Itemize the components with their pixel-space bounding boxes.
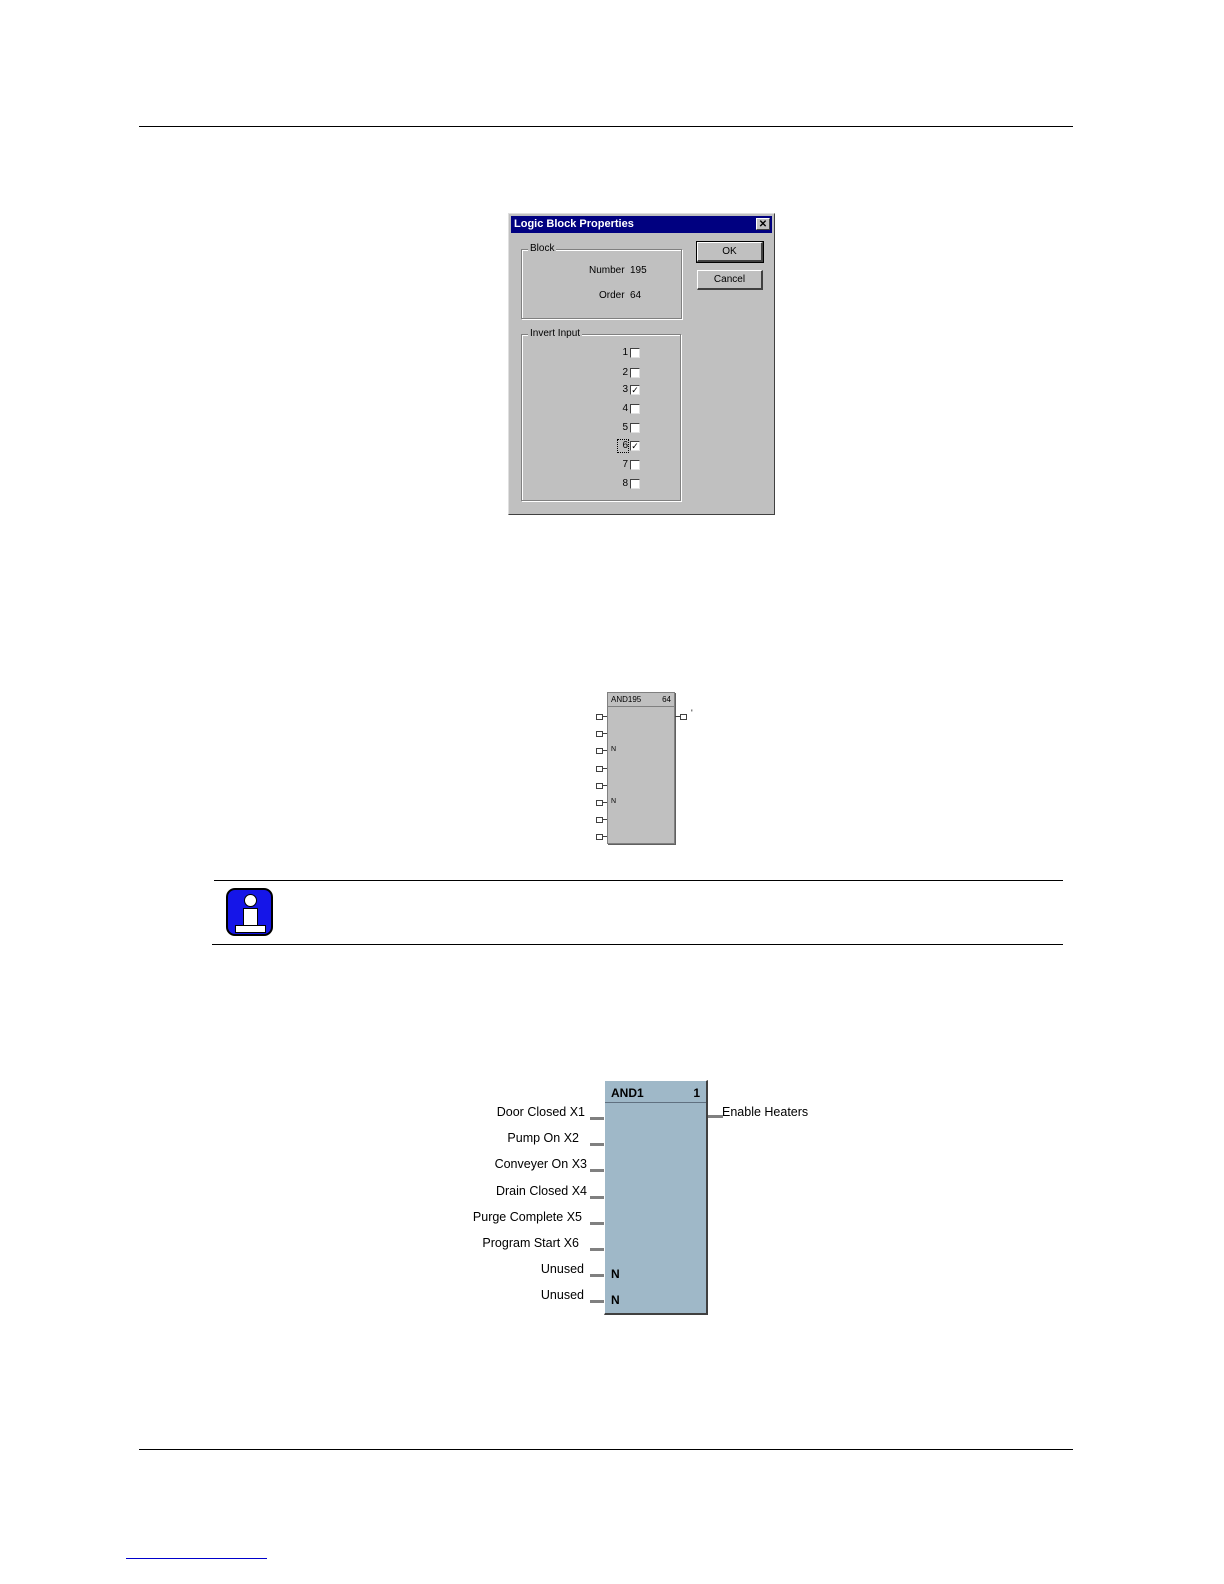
dialog-title: Logic Block Properties — [514, 218, 634, 230]
large-block-input-label: Unused — [540, 1262, 584, 1277]
invert-input-checkbox[interactable] — [630, 479, 640, 489]
invert-input-6[interactable] — [618, 440, 640, 452]
invert-input-2[interactable] — [618, 367, 640, 379]
dialog-titlebar — [511, 216, 772, 233]
number-value: 195 — [630, 265, 647, 276]
invert-input-number: 5 — [622, 422, 628, 433]
close-icon[interactable]: ✕ — [756, 218, 770, 230]
large-block-input-pin — [590, 1117, 605, 1120]
order-value: 64 — [630, 290, 642, 301]
small-block-order: 64 — [662, 695, 671, 704]
large-block-negate-mark: N — [611, 1267, 620, 1282]
invert-input-checkbox[interactable] — [630, 423, 640, 433]
large-block-negate-mark: N — [611, 1293, 620, 1308]
invert-input-4[interactable] — [618, 403, 640, 415]
small-block-negate-mark: N — [611, 798, 617, 805]
cancel-button[interactable]: Cancel — [697, 270, 763, 290]
large-block-input-label: Pump On X2 — [507, 1131, 579, 1146]
large-block-input-pin — [590, 1274, 605, 1277]
invert-input-checkbox[interactable] — [630, 404, 640, 414]
block-group — [521, 243, 682, 319]
ok-button[interactable]: OK — [697, 242, 763, 262]
large-block-input-label: Door Closed X1 — [496, 1105, 585, 1119]
large-block-input-pin — [590, 1143, 605, 1146]
large-block-header — [605, 1081, 706, 1103]
large-and-block — [604, 1080, 708, 1315]
invert-input-checkbox[interactable] — [630, 348, 640, 358]
small-block-name: AND195 — [611, 695, 642, 704]
note-top-rule — [214, 880, 1063, 881]
invert-input-7[interactable] — [618, 459, 640, 471]
invert-input-3[interactable] — [618, 384, 640, 396]
logic-block-properties-dialog — [508, 213, 775, 515]
info-icon — [226, 888, 273, 936]
footer-rule — [139, 1449, 1073, 1450]
large-block-input-label: Unused — [540, 1288, 584, 1303]
invert-input-8[interactable] — [618, 478, 640, 490]
large-block-input-pin — [590, 1169, 605, 1172]
small-block-header — [608, 693, 674, 707]
small-block-output-marker: ' — [691, 708, 693, 718]
footer-link-underline — [126, 1558, 267, 1559]
large-block-output-label: Enable Heaters — [722, 1105, 809, 1119]
invert-input-group-label: Invert Input — [530, 328, 581, 339]
large-block-input-label: Drain Closed X4 — [495, 1183, 587, 1198]
large-block-input-label: Conveyer On X3 — [494, 1157, 587, 1172]
invert-input-number: 8 — [622, 478, 628, 489]
invert-input-number: 1 — [622, 347, 628, 358]
invert-input-number: 4 — [622, 403, 628, 414]
invert-input-number: 7 — [622, 459, 628, 470]
invert-input-checkbox[interactable]: ✓ — [631, 385, 639, 395]
invert-input-checkbox[interactable] — [630, 460, 640, 470]
small-block-output-pin — [675, 714, 691, 719]
number-label: Number — [589, 265, 625, 276]
invert-input-group — [521, 328, 681, 501]
invert-input-number: 6 — [618, 440, 628, 452]
large-block-order: 1 — [693, 1086, 700, 1100]
small-and-block — [607, 692, 675, 844]
header-rule — [139, 126, 1073, 127]
invert-input-5[interactable] — [618, 422, 640, 434]
note-bottom-rule — [212, 944, 1063, 945]
invert-input-checkbox[interactable]: ✓ — [631, 441, 639, 451]
invert-input-1[interactable] — [618, 347, 640, 359]
block-group-label: Block — [530, 243, 555, 254]
large-block-name: AND1 — [611, 1086, 644, 1100]
order-label: Order — [599, 290, 625, 301]
invert-input-checkbox[interactable] — [630, 368, 640, 378]
large-block-input-label: Program Start X6 — [482, 1236, 579, 1250]
large-block-input-label: Purge Complete X5 — [472, 1209, 582, 1224]
invert-input-number: 3 — [622, 384, 628, 395]
small-block-negate-mark: N — [611, 746, 617, 754]
large-block-input-pin — [590, 1222, 605, 1225]
large-block-input-pin — [590, 1248, 605, 1251]
large-block-input-pin — [590, 1196, 605, 1199]
large-block-output-pin — [708, 1115, 723, 1118]
invert-input-number: 2 — [622, 367, 628, 378]
large-block-input-pin — [590, 1300, 605, 1303]
